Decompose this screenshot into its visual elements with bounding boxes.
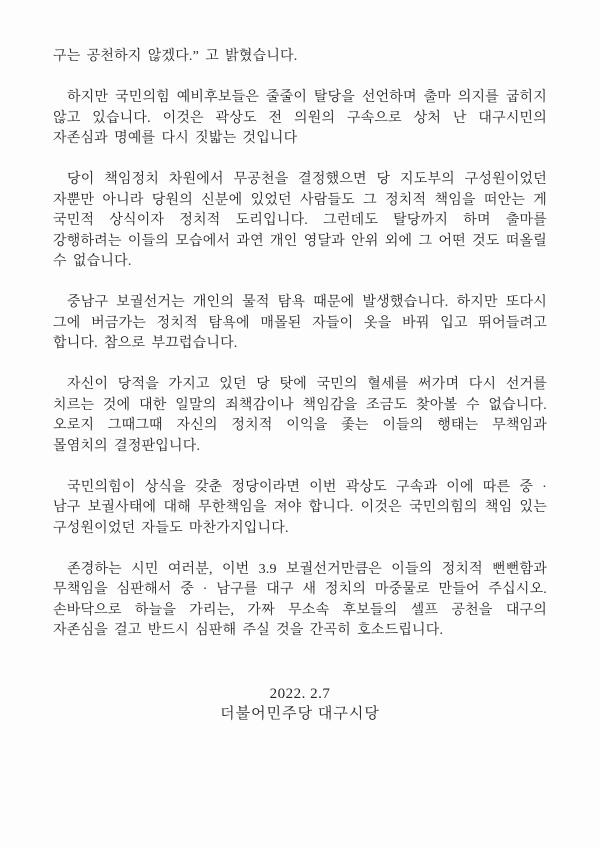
closing-block — [53, 684, 547, 724]
paragraph-continuation: 구는 공천하지 않겠다.” 고 밝혔습니다. — [53, 49, 298, 64]
paragraph-defection-criticism: 하지만 국민의힘 예비후보들은 줄줄이 탈당을 선언하며 출마 의지를 굽히지 않고 있습니다. 이것은 곽상도 전 의원의 구속으로 상처 난 대구시민의 자존심과 명예를 다시 짓밟는 것입니다 — [53, 90, 547, 146]
paragraph-taxpayer-money: 자신이 당적을 가지고 있던 당 탓에 국민의 혈세를 써가며 다시 선거를 치르는 것에 대한 일말의 죄책감이나 책임감을 조금도 찾아볼 수 없습니다. 오로지 그때그때 자신의 정치적 이익을 좇는 이들의 행태는 무책임과 몰염치의 결정판입니다. — [53, 377, 547, 454]
paragraph-byelection-cause: 중남구 보궐선거는 개인의 물적 탐욕 때문에 발생했습니다. 하지만 또다시 그에 버금가는 정치적 탐욕에 매몰된 자들이 옷을 바꿔 입고 뛰어들려고 합니다. 참으로 부끄럽습니다. — [53, 295, 547, 351]
document-date: 2022. 2.7 — [269, 685, 331, 702]
document-signature: 더불어민주당 대구시당 — [220, 705, 380, 722]
document-body — [53, 47, 547, 724]
paragraph-appeal-to-citizens: 존경하는 시민 여러분, 이번 3.9 보궐선거만큼은 이들의 정치적 뻔뻔함과 무책임을 심판해서 중 · 남구를 대구 새 정치의 마중물로 만들어 주십시오. 손바닥으로 하늘을 가리는, 가짜 무소속 후보들의 셀프 공천을 대구의 자존심을 걸고 반드시 심판해 주실 것을 간곡히 호소드립니다. — [53, 561, 547, 638]
paragraph-unlimited-responsibility: 국민의힘이 상식을 갖춘 정당이라면 이번 곽상도 구속과 이에 따른 중 · 남구 보궐사태에 대해 무한책임을 져야 합니다. 이것은 국민의힘의 책임 있는 구성원이었던 자들도 마찬가지입니다. — [53, 479, 547, 536]
paragraph-responsibility-politics: 당이 책임정치 차원에서 무공천을 결정했으면 당 지도부의 구성원이었던 자뿐만 아니라 당원의 신분에 있었던 사람들도 그 정치적 책임을 떠안는 게 국민적 상식이자 정치적 도리입니다. 그런데도 탈당까지 하며 출마를 강행하려는 이들의 모습에서 과연 개인 영달과 안위 외에 그 어떤 것도 떠올릴 수 없습니다. — [53, 172, 547, 269]
